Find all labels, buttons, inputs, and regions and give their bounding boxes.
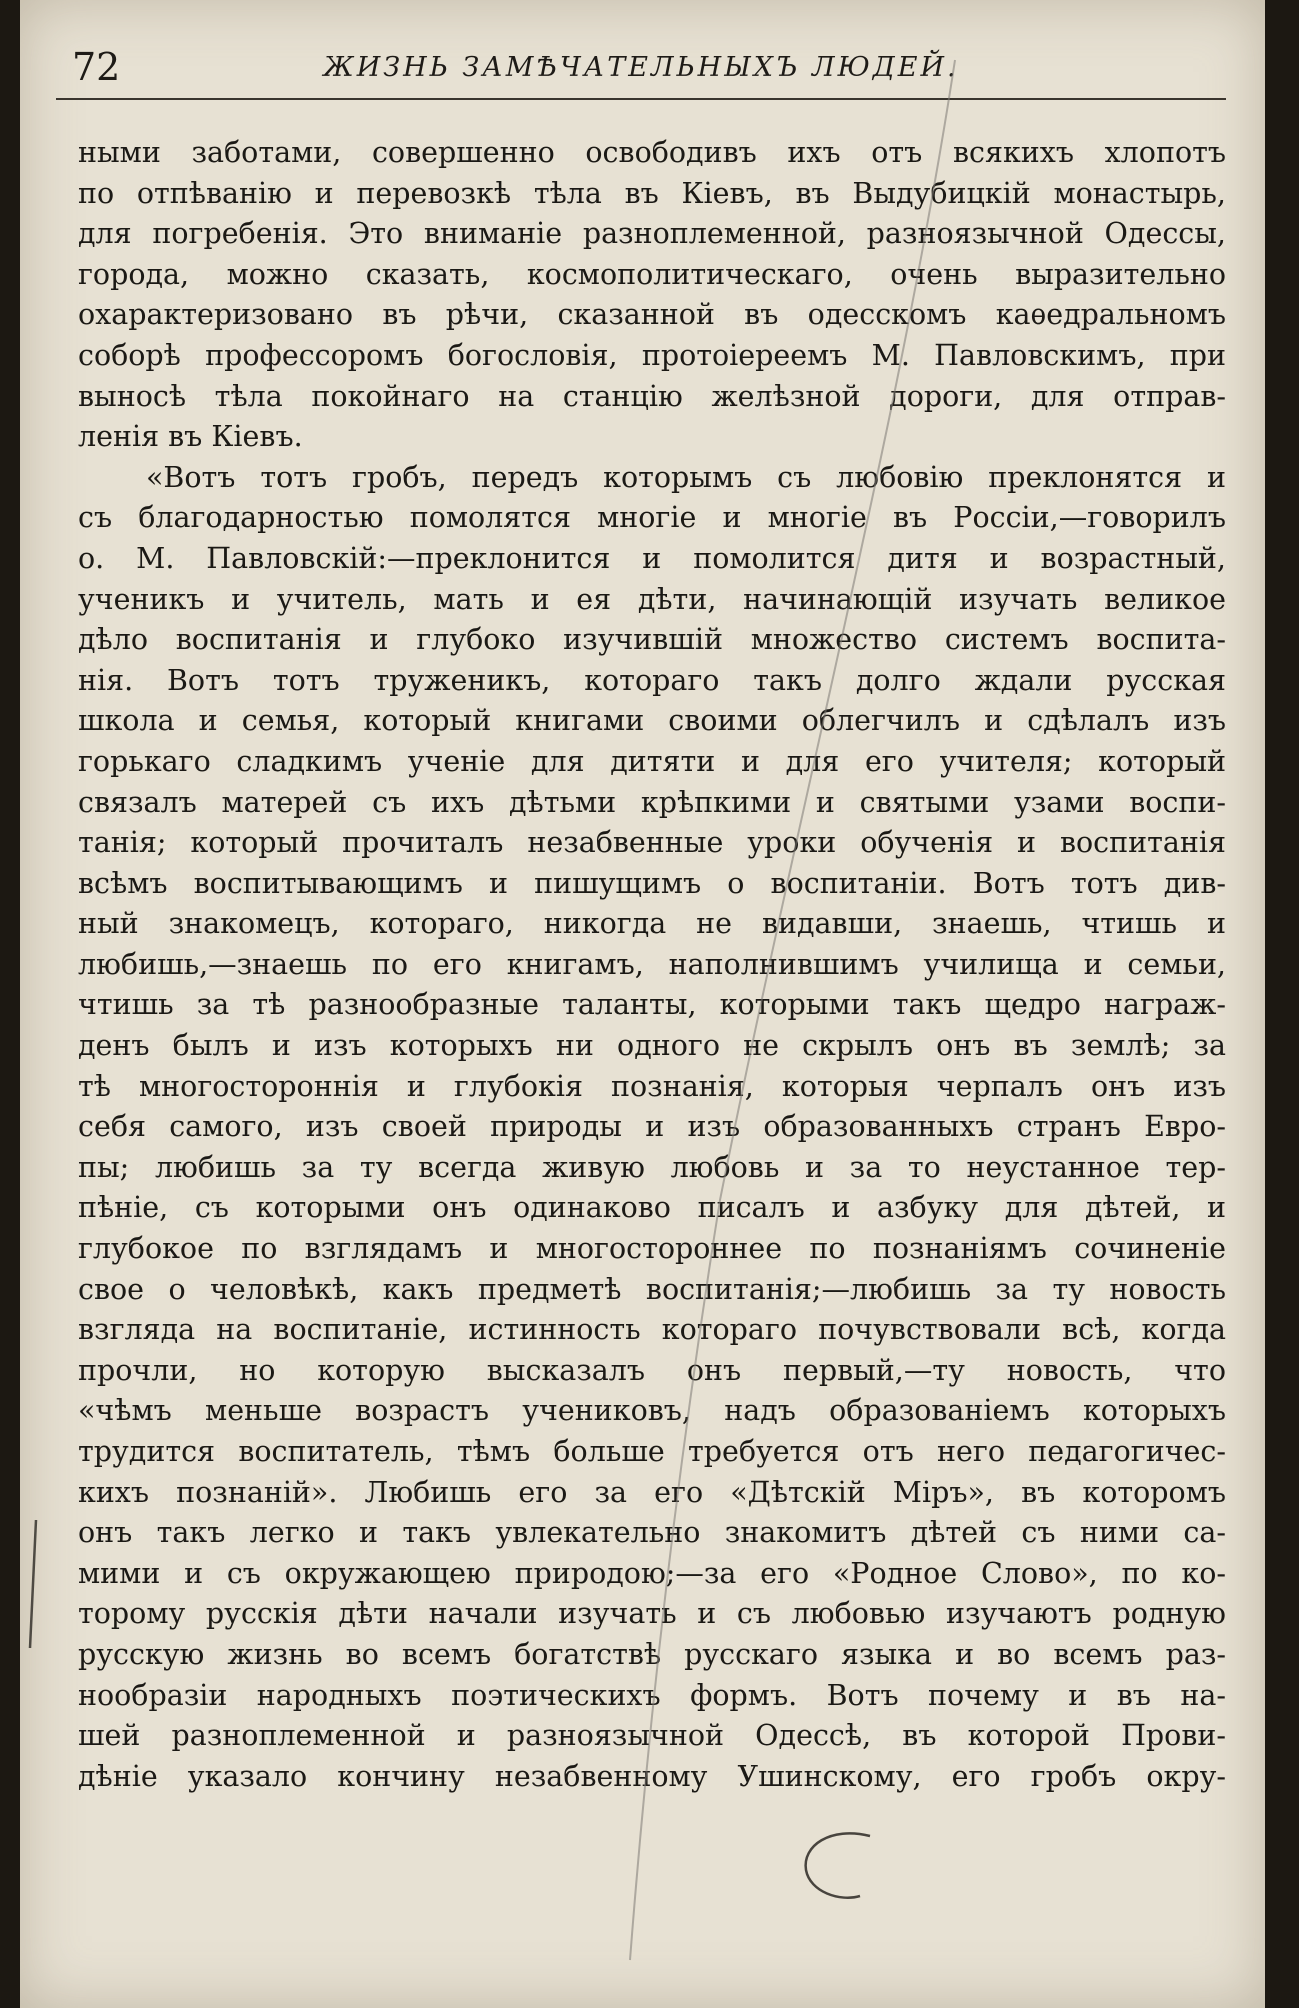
text-line: себя самого, изъ своей природы и изъ образованныхъ странъ Евро- [78,1110,1226,1144]
page-number: 72 [72,45,121,89]
text-line: прочли, но которую высказалъ онъ первый,—ту новость, что [78,1353,1226,1387]
text-line: ными заботами, совершенно освободивъ ихъ отъ всякихъ хлопотъ [78,136,1226,169]
text-line: глубокое по взглядамъ и многостороннее по познаніямъ сочиненіе [78,1232,1226,1266]
text-line: кихъ познаній». Любишь его за его «Дѣтскій Міръ», въ которомъ [78,1475,1226,1509]
text-line: тѣ многостороннія и глубокія познанія, которыя черпалъ онъ изъ [78,1069,1226,1103]
body-text [78,133,1226,1797]
text-line: школа и семья, который книгами своими облегчилъ и сдѣлалъ изъ [78,704,1226,738]
text-line: съ благодарностью помолятся многіе и многіе въ Россіи,—говорилъ [78,501,1226,535]
book-page [20,0,1265,2008]
text-line: ный знакомецъ, котораго, никогда не видавши, знаешь, чтишь и [78,907,1226,941]
text-line: пы; любишь за ту всегда живую любовь и за то неустанное тер- [78,1150,1226,1184]
text-line: выносѣ тѣла покойнаго на станцію желѣзной дороги, для отправ- [78,379,1226,413]
text-line: онъ такъ легко и такъ увлекательно знакомитъ дѣтей съ ними са- [78,1516,1226,1550]
text-line: пѣніе, съ которыми онъ одинаково писалъ и азбуку для дѣтей, и [78,1191,1226,1225]
text-line: свое о человѣкѣ, какъ предметѣ воспитанія;—любишь за ту новость [78,1272,1226,1306]
text-line: денъ былъ и изъ которыхъ ни одного не скрылъ онъ въ землѣ; за [78,1029,1226,1063]
text-line: ленія въ Кіевъ. [78,420,303,454]
text-line: дѣло воспитанія и глубоко изучившій множество системъ воспита- [78,623,1226,657]
text-line: чтишь за тѣ разнообразные таланты, которыми такъ щедро награж- [78,988,1226,1022]
text-line: нообразіи народныхъ поэтическихъ формъ. Вотъ почему и въ на- [78,1678,1226,1712]
text-line: трудится воспитатель, тѣмъ больше требуется отъ него педагогичес- [78,1435,1226,1468]
text-line: горькаго сладкимъ ученіе для дитяти и для его учителя; который [78,744,1226,778]
text-line: нія. Вотъ тотъ труженикъ, котораго такъ долго ждали русская [78,663,1226,697]
text-line: по отпѣванію и перевозкѣ тѣла въ Кіевъ, въ Выдубицкій монастырь, [78,176,1226,210]
text-line: города, можно сказать, космополитическаго, очень выразительно [78,257,1226,291]
text-line: любишь,—знаешь по его книгамъ, наполнившимъ училища и семьи, [78,947,1226,981]
text-line: мими и съ окружающею природою;—за его «Родное Слово», по ко- [78,1556,1226,1590]
text-line: охарактеризовано въ рѣчи, сказанной въ одесскомъ каѳедральномъ [78,298,1226,332]
text-line: «Вотъ тотъ гробъ, передъ которымъ съ любовію преклонятся и [146,460,1226,494]
text-line: дѣніе указало кончину незабвенному Ушинскому, его гробъ окру- [78,1759,1226,1793]
text-line: «чѣмъ меньше возрастъ учениковъ, надъ образованіемъ которыхъ [78,1394,1226,1428]
text-line: всѣмъ воспитывающимъ и пишущимъ о воспитаніи. Вотъ тотъ див- [78,866,1226,900]
text-line: танія; который прочиталъ незабвенные уроки обученія и воспитанія [78,826,1226,860]
text-line: торому русскія дѣти начали изучать и съ любовью изучаютъ родную [78,1597,1226,1631]
text-line: ученикъ и учитель, мать и ея дѣти, начинающій изучать великое [78,582,1226,616]
text-line: о. М. Павловскій:—преклонится и помолится дитя и возрастный, [78,541,1226,575]
text-line: взгляда на воспитаніе, истинность котораго почувствовали всѣ, когда [78,1313,1226,1347]
text-line: шей разноплеменной и разноязычной Одессѣ, въ которой Прови- [78,1719,1226,1753]
text-line: связалъ матерей съ ихъ дѣтьми крѣпкими и святыми узами воспи- [78,785,1226,819]
page-header [56,40,1226,100]
text-line: соборѣ профессоромъ богословія, протоіереемъ М. Павловскимъ, при [78,338,1226,372]
text-line: русскую жизнь во всемъ богатствѣ русскаго языка и во всемъ раз- [78,1637,1226,1671]
text-line: для погребенія. Это вниманіе разноплеменной, разноязычной Одессы, [78,217,1226,251]
running-title: ЖИЗНЬ ЗАМѢЧАТЕЛЬНЫХЪ ЛЮДЕЙ. [323,52,959,83]
